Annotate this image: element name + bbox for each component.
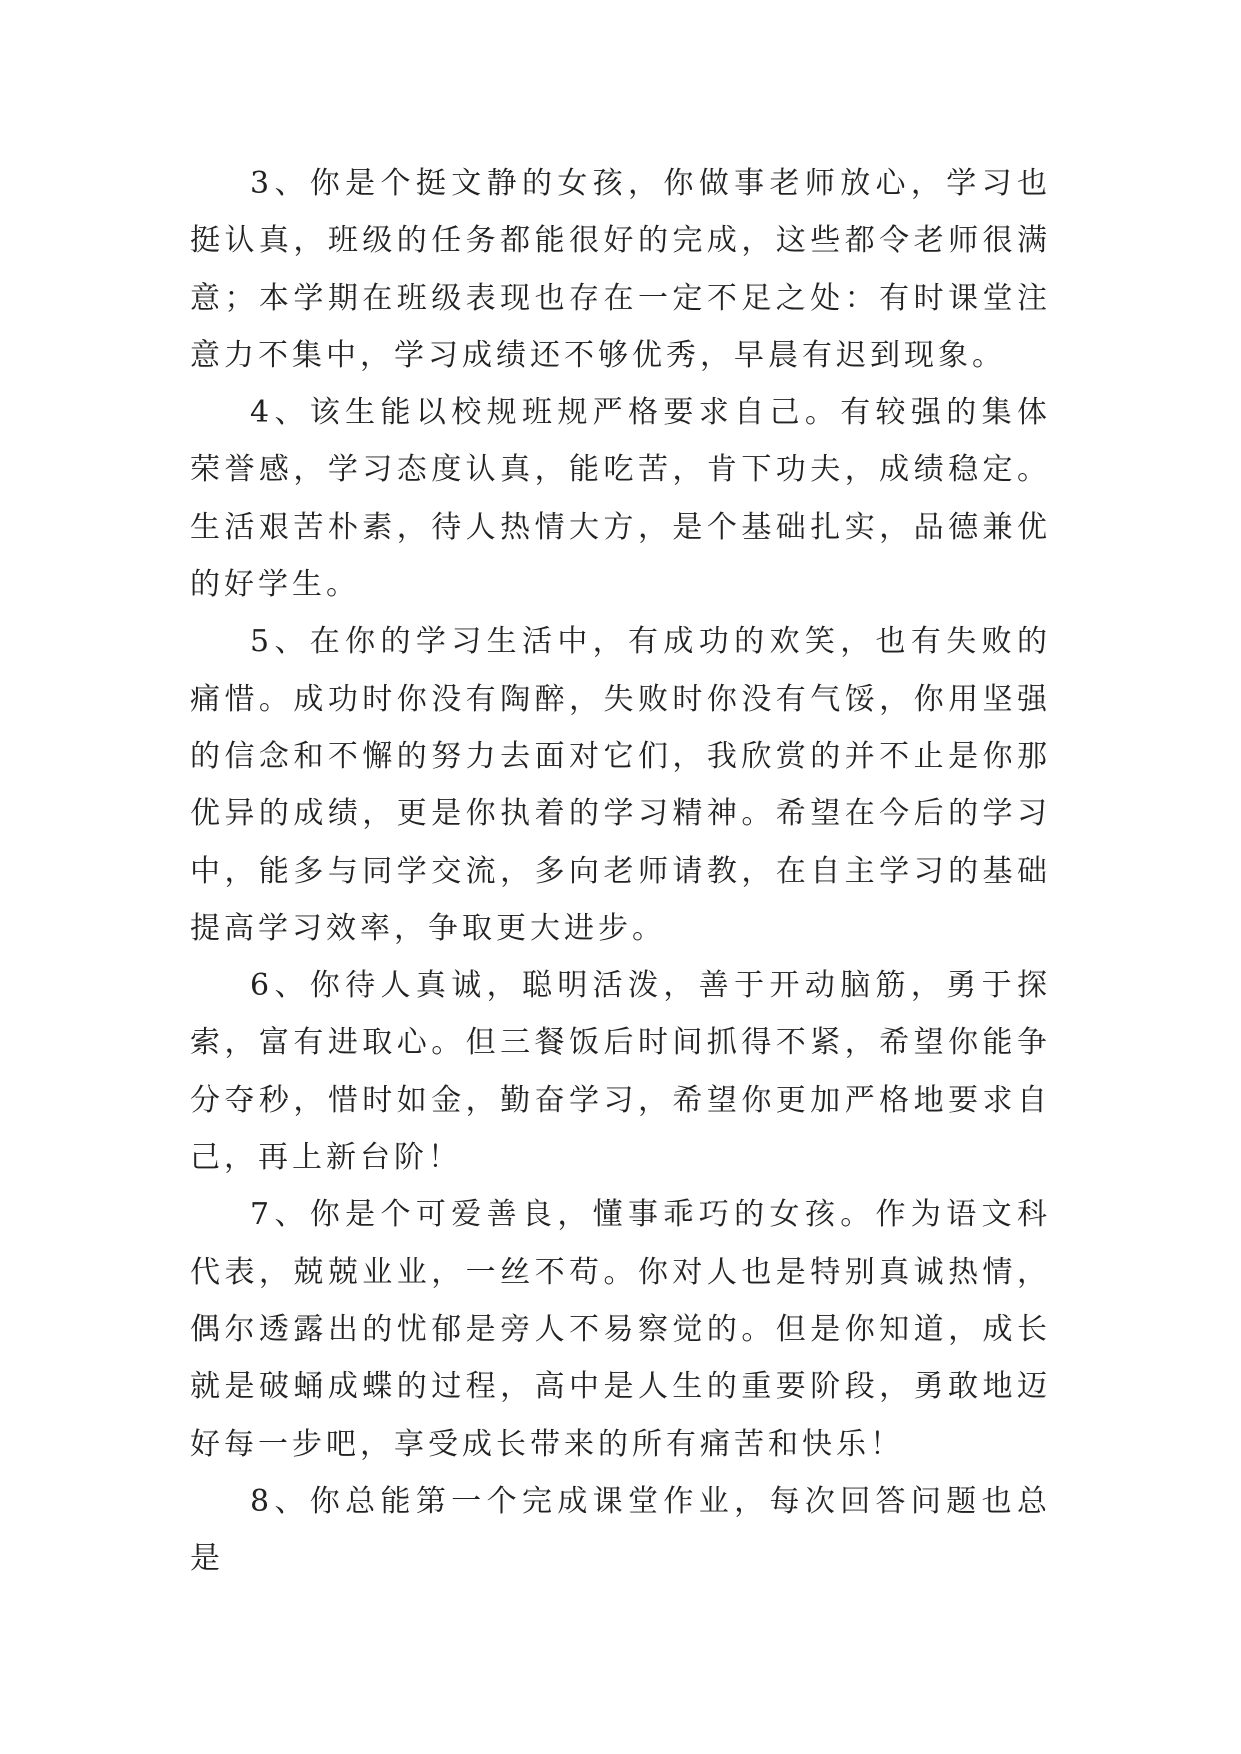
- paragraph-5: 5、在你的学习生活中，有成功的欢笑，也有失败的痛惜。成功时你没有陶醉，失败时你没有气馁，你用坚强的信念和不懈的努力去面对它们，我欣赏的并不止是你那优异的成绩，更是你执着的学习精神。希望在今后的学习中，能多与同学交流，多向老师请教，在自主学习的基础提高学习效率，争取更大进步。: [190, 624, 1051, 946]
- paragraph-6: 6、你待人真诚，聪明活泼，善于开动脑筋，勇于探索，富有进取心。但三餐饭后时间抓得不紧，希望你能争分夺秒，惜时如金，勤奋学习，希望你更加严格地要求自己，再上新台阶！: [190, 968, 1051, 1176]
- paragraph-3: 3、你是个挺文静的女孩，你做事老师放心，学习也挺认真，班级的任务都能很好的完成，这些都令老师很满意；本学期在班级表现也存在一定不足之处：有时课堂注意力不集中，学习成绩还不够优秀，早晨有迟到现象。: [190, 166, 1051, 373]
- paragraph-8: 8、你总能第一个完成课堂作业，每次回答问题也总是: [190, 1483, 1051, 1577]
- paragraph-7: 7、你是个可爱善良，懂事乖巧的女孩。作为语文科代表，兢兢业业，一丝不苟。你对人也是特别真诚热情，偶尔透露出的忧郁是旁人不易察觉的。但是你知道，成长就是破蛹成蝶的过程，高中是人生的重要阶段，勇敢地迈好每一步吧，享受成长带来的所有痛苦和快乐！: [190, 1197, 1051, 1462]
- document-body: [190, 155, 1051, 1587]
- paragraph-4: 4、该生能以校规班规严格要求自己。有较强的集体荣誉感，学习态度认真，能吃苦，肯下功夫，成绩稳定。生活艰苦朴素，待人热情大方，是个基础扎实，品德兼优的好学生。: [190, 395, 1051, 603]
